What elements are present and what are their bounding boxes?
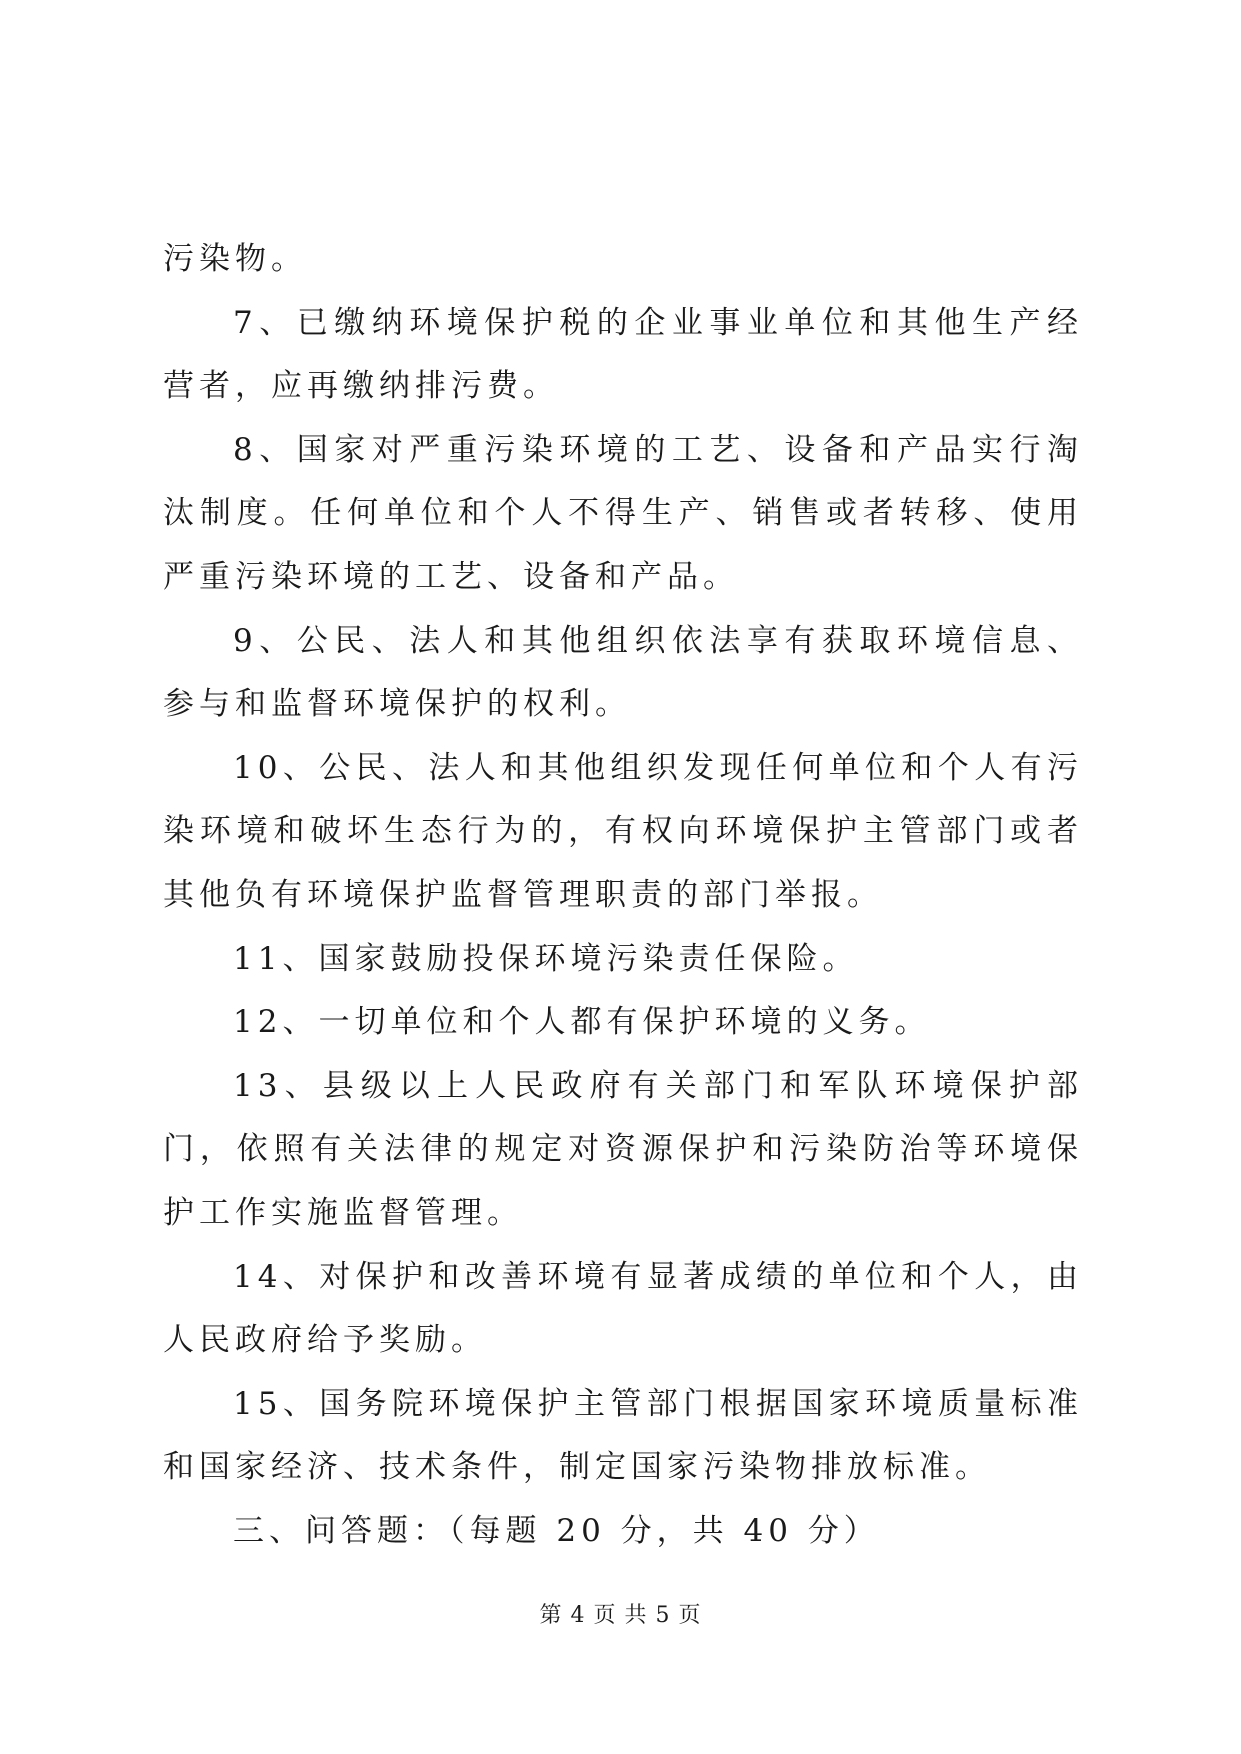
paragraph-item-10: 10、公民、法人和其他组织发现任何单位和个人有污染环境和破坏生态行为的，有权向环境保护主管部门或者其他负有环境保护监督管理职责的部门举报。	[163, 749, 1083, 913]
section-heading: 三、问答题：（每题 20 分，共 40 分）	[233, 1512, 880, 1549]
page-number-footer: 第 4 页 共 5 页	[539, 1603, 702, 1628]
paragraph-continuation: 污染物。	[163, 241, 307, 277]
paragraph-item-8: 8、国家对严重污染环境的工艺、设备和产品实行淘汰制度。任何单位和个人不得生产、销售或者转移、使用严重污染环境的工艺、设备和产品。	[163, 431, 1083, 595]
paragraph-item-12: 12、一切单位和个人都有保护环境的义务。	[233, 1004, 931, 1041]
paragraph-item-15: 15、国务院环境保护主管部门根据国家环境质量标准和国家经济、技术条件，制定国家污染物排放标准。	[163, 1385, 1083, 1486]
document-body	[163, 228, 1083, 1563]
paragraph-item-13: 13、县级以上人民政府有关部门和军队环境保护部门，依照有关法律的规定对资源保护和污染防治等环境保护工作实施监督管理。	[163, 1067, 1083, 1231]
paragraph-item-9: 9、公民、法人和其他组织依法享有获取环境信息、参与和监督环境保护的权利。	[163, 622, 1083, 723]
paragraph-item-14: 14、对保护和改善环境有显著成绩的单位和个人，由人民政府给予奖励。	[163, 1258, 1083, 1359]
paragraph-item-11: 11、国家鼓励投保环境污染责任保险。	[233, 940, 859, 977]
paragraph-item-7: 7、已缴纳环境保护税的企业事业单位和其他生产经营者，应再缴纳排污费。	[163, 304, 1083, 405]
